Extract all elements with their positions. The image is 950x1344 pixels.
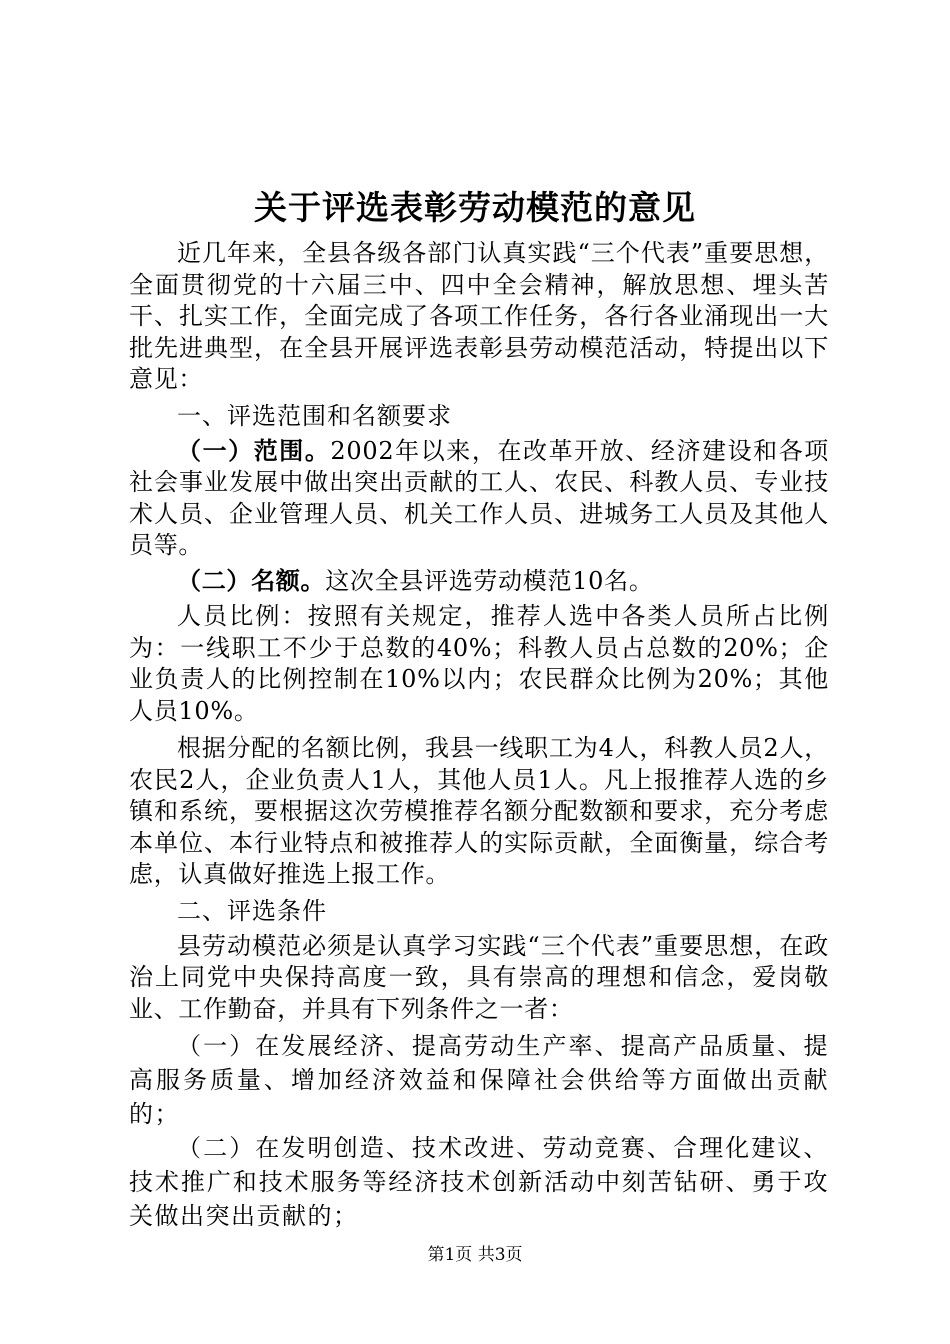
ratio-paragraph: 人员比例：按照有关规定，推荐人选中各类人员所占比例为：一线职工不少于总数的40%；科教人员占总数的20%；企业负责人的比例控制在10%以内；农民群众比例为20%；其他人员10%。 — [129, 602, 829, 725]
criteria-item-2: （二）在发明创造、技术改进、劳动竞赛、合理化建议、技术推广和技术服务等经济技术创新活动中刻苦钻研、勇于攻关做出突出贡献的； — [129, 1134, 829, 1230]
scope-lead: （一）范围。 — [177, 436, 331, 465]
document-body — [129, 238, 829, 1233]
intro-paragraph: 近几年来，全县各级各部门认真实践“三个代表”重要思想，全面贯彻党的十六届三中、四中全会精神，解放思想、埋头苦干、扎实工作，全面完成了各项工作任务，各行各业涌现出一大批先进典型，在全县开展评选表彰县劳动模范活动，特提出以下意见： — [129, 239, 829, 393]
scope-paragraph — [129, 436, 829, 562]
section-heading-criteria: 二、评选条件 — [177, 896, 327, 925]
criteria-intro-paragraph: 县劳动模范必须是认真学习实践“三个代表”重要思想，在政治上同党中央保持高度一致，具有崇高的理想和信念，爱岗敬业、工作勤奋，并具有下列条件之一者： — [129, 931, 829, 1023]
quota-lead: （二）名额。 — [177, 566, 326, 595]
section-heading-scope-quota: 一、评选范围和名额要求 — [177, 401, 452, 430]
allocation-paragraph: 根据分配的名额比例，我县一线职工为4人，科教人员2人，农民2人，企业负责人1人，其他人员1人。凡上报推荐人选的乡镇和系统，要根据这次劳模推荐名额分配数额和要求，充分考虑本单位、本行业特点和被推荐人的实际贡献，全面衡量，综合考虑，认真做好推选上报工作。 — [129, 734, 829, 888]
scope-text: 2002年以来，在改革开放、经济建设和各项社会事业发展中做出突出贡献的工人、农民、科教人员、专业技术人员、企业管理人员、机关工作人员、进城务工人员及其他人员等。 — [129, 436, 829, 559]
quota-text: 这次全县评选劳动模范10名。 — [325, 566, 654, 595]
quota-paragraph — [129, 566, 829, 598]
page-footer: 第1页 共3页 — [427, 1245, 523, 1265]
document-title: 关于评选表彰劳动模范的意见 — [254, 188, 696, 227]
criteria-item-1: （一）在发展经济、提高劳动生产率、提高产品质量、提高服务质量、增加经济效益和保障社会供给等方面做出贡献的； — [129, 1032, 829, 1128]
